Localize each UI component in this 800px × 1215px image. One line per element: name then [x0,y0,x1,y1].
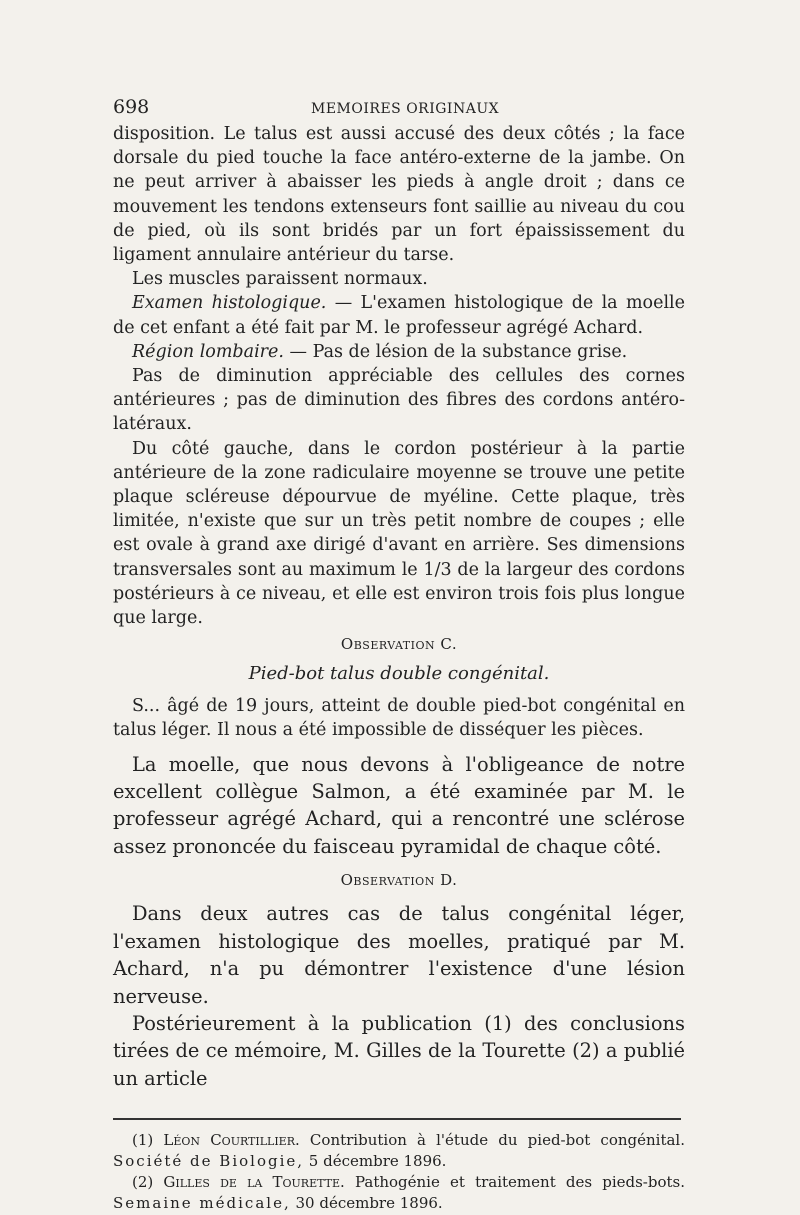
paragraph-3 [113,291,685,339]
footnote-2-mark: (2) [132,1173,164,1192]
footnote-2-source: Semaine médicale, [113,1194,291,1213]
footnote-2 [113,1172,685,1214]
running-title: MEMOIRES ORIGINAUX [311,101,500,117]
lumbar-label: Région lombaire. [132,341,284,362]
footnote-2-text: Pathogénie et traitement des pieds-bots. [344,1173,685,1192]
running-head [113,96,685,122]
footnote-1-text: Contribution à l'étude du pied-bot congénital. [299,1131,685,1150]
histology-text: — L'examen histologique de la moelle de cet enfant a été fait par M. le professeur agrégé Achard. [113,293,685,338]
lumbar-text: — Pas de lésion de la substance grise. [283,341,628,362]
footnote-1-author: Léon Courtillier. [163,1131,300,1150]
footnote-1-source: Société de Biologie, [113,1152,305,1171]
paragraph-4 [113,340,685,364]
footnote-1 [113,1130,685,1172]
footnote-2-author: Gilles de la Tourette. [163,1173,345,1192]
observation-d-heading [113,868,685,892]
paragraph-2: Les muscles paraissent normaux. [132,269,428,290]
footnote-1-date: 5 décembre 1896. [304,1152,447,1171]
paragraph-1: disposition. Le talus est aussi accusé des deux côtés ; la face dorsale du pied touche la face antéro-externe de la jambe. On ne peut arriver à abaisser les pieds à angle droit ; dans ce mouvement les tendons extenseurs font saillie au niveau du cou de pied, où ils sont bridés par un fort épaississement du ligament annulaire antérieur du tarse. [113,124,685,266]
footnote-1-mark: (1) [132,1131,164,1150]
observation-d-label: Observation D. [340,871,458,890]
page [113,96,685,1214]
paragraph-6: Du côté gauche, dans le cordon postérieur à la partie antérieure de la zone radiculaire moyenne se trouve une petite plaque scléreuse dépourvue de myéline. Cette plaque, très limitée, n'existe que sur un très petit nombre de coupes ; elle est ovale à grand axe dirigé d'avant en arrière. Ses dimensions transversales sont au maximum le 1/3 de la largeur des cordons postérieurs à ce niveau, et elle est environ trois fois plus longue que large. [113,438,685,629]
paragraph-7: S... âgé de 19 jours, atteint de double pied-bot congénital en talus léger. Il nous a été impossible de disséquer les pièces. [113,696,685,741]
observation-c-label: Observation C. [340,635,458,654]
observation-c-heading [113,632,685,656]
footnote-2-date: 30 décembre 1896. [290,1194,443,1213]
paragraph-10: Postérieurement à la publication (1) des conclusions tirées de ce mémoire, M. Gilles de la Tourette (2) a publié un article [113,1011,685,1090]
footnote-rule [113,1118,681,1120]
page-number: 698 [113,96,150,118]
histology-label: Examen histologique. [132,293,327,314]
paragraph-9: Dans deux autres cas de talus congénital léger, l'examen histologique des moelles, pratiqué par M. Achard, n'a pu démontrer l'existence d'une lésion nerveuse. [113,902,685,1008]
observation-c-subtitle: Pied-bot talus double congénital. [248,663,550,685]
paragraph-5: Pas de diminution appréciable des cellules des cornes antérieures ; pas de diminution des fibres des cordons antéro-latéraux. [113,366,685,435]
paragraph-8: La moelle, que nous devons à l'obligeance de notre excellent collègue Salmon, a été examinée par M. le professeur agrégé Achard, qui a rencontré une sclérose assez prononcée du faisceau pyramidal de chaque côté. [113,752,685,858]
